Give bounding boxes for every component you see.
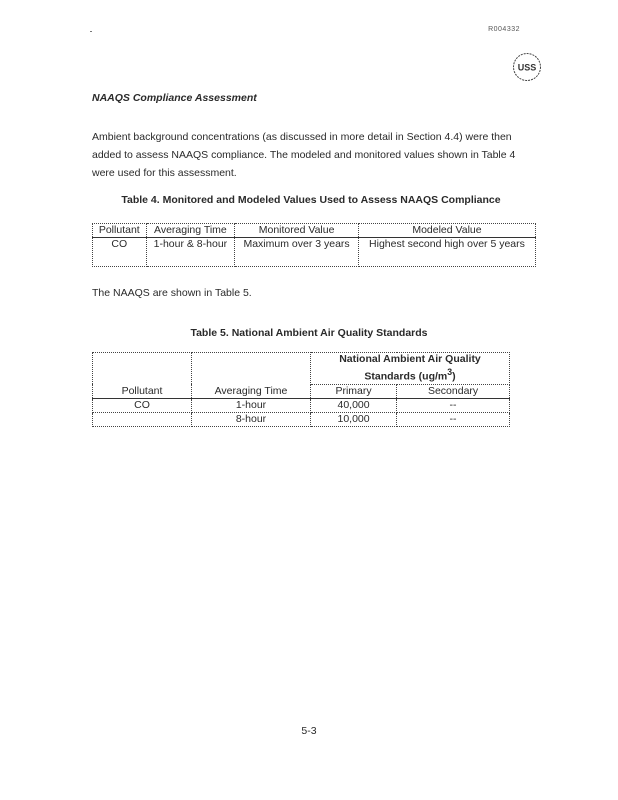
table5-header-standards-sup: 3 [447, 367, 453, 377]
table-row [93, 412, 510, 426]
table4 [92, 223, 536, 267]
table5-header-secondary: Secondary [397, 384, 510, 398]
table5-cell-pollutant [93, 412, 192, 426]
table5-cell-pollutant: CO [93, 398, 192, 412]
table5-header-group-row [93, 353, 510, 385]
table4-header-monitored-value: Monitored Value [235, 224, 359, 238]
table5-cell-averaging-time: 8-hour [192, 412, 311, 426]
section-heading: NAAQS Compliance Assessment [92, 92, 257, 104]
table4-header-averaging-time: Averaging Time [146, 224, 235, 238]
table5-header-pollutant: Pollutant [93, 353, 192, 399]
table5-header-standards-end: ) [452, 370, 456, 383]
page-number: 5-3 [301, 725, 317, 737]
table-row [93, 238, 536, 267]
table4-cell-averaging-time: 1-hour & 8-hour [146, 238, 235, 267]
table5-cell-primary: 40,000 [311, 398, 397, 412]
table4-header-modeled-value: Modeled Value [358, 224, 535, 238]
table4-header-pollutant: Pollutant [93, 224, 147, 238]
table4-cell-pollutant: CO [93, 238, 147, 267]
table5-cell-secondary: -- [397, 412, 510, 426]
logo-text: USS [517, 62, 537, 73]
table5-header-averaging-time: Averaging Time [192, 353, 311, 399]
uss-logo [512, 52, 542, 82]
table5-cell-secondary: -- [397, 398, 510, 412]
table4-caption: Table 4. Monitored and Modeled Values Used to Assess NAAQS Compliance [121, 194, 501, 206]
table5-reference-note: The NAAQS are shown in Table 5. [92, 287, 252, 299]
table5-header-primary: Primary [311, 384, 397, 398]
table4-cell-modeled-value: Highest second high over 5 years [358, 238, 535, 267]
table-row [93, 398, 510, 412]
table4-header-row [93, 224, 536, 238]
page-id: R004332 [488, 26, 520, 33]
table5-cell-primary: 10,000 [311, 412, 397, 426]
scan-mark [90, 31, 92, 32]
table5-cell-averaging-time: 1-hour [192, 398, 311, 412]
table5 [92, 352, 510, 427]
table4-cell-monitored-value: Maximum over 3 years [235, 238, 359, 267]
table5-caption: Table 5. National Ambient Air Quality Standards [190, 327, 428, 339]
table5-header-standards-text: National Ambient Air Quality Standards (ug/m [339, 353, 481, 383]
body-paragraph: Ambient background concentrations (as discussed in more detail in Section 4.4) were then added to assess NAAQS compliance. The modeled and monitored values shown in Table 4 were used for this assessment. [92, 131, 516, 179]
table5-header-standards [311, 353, 510, 385]
